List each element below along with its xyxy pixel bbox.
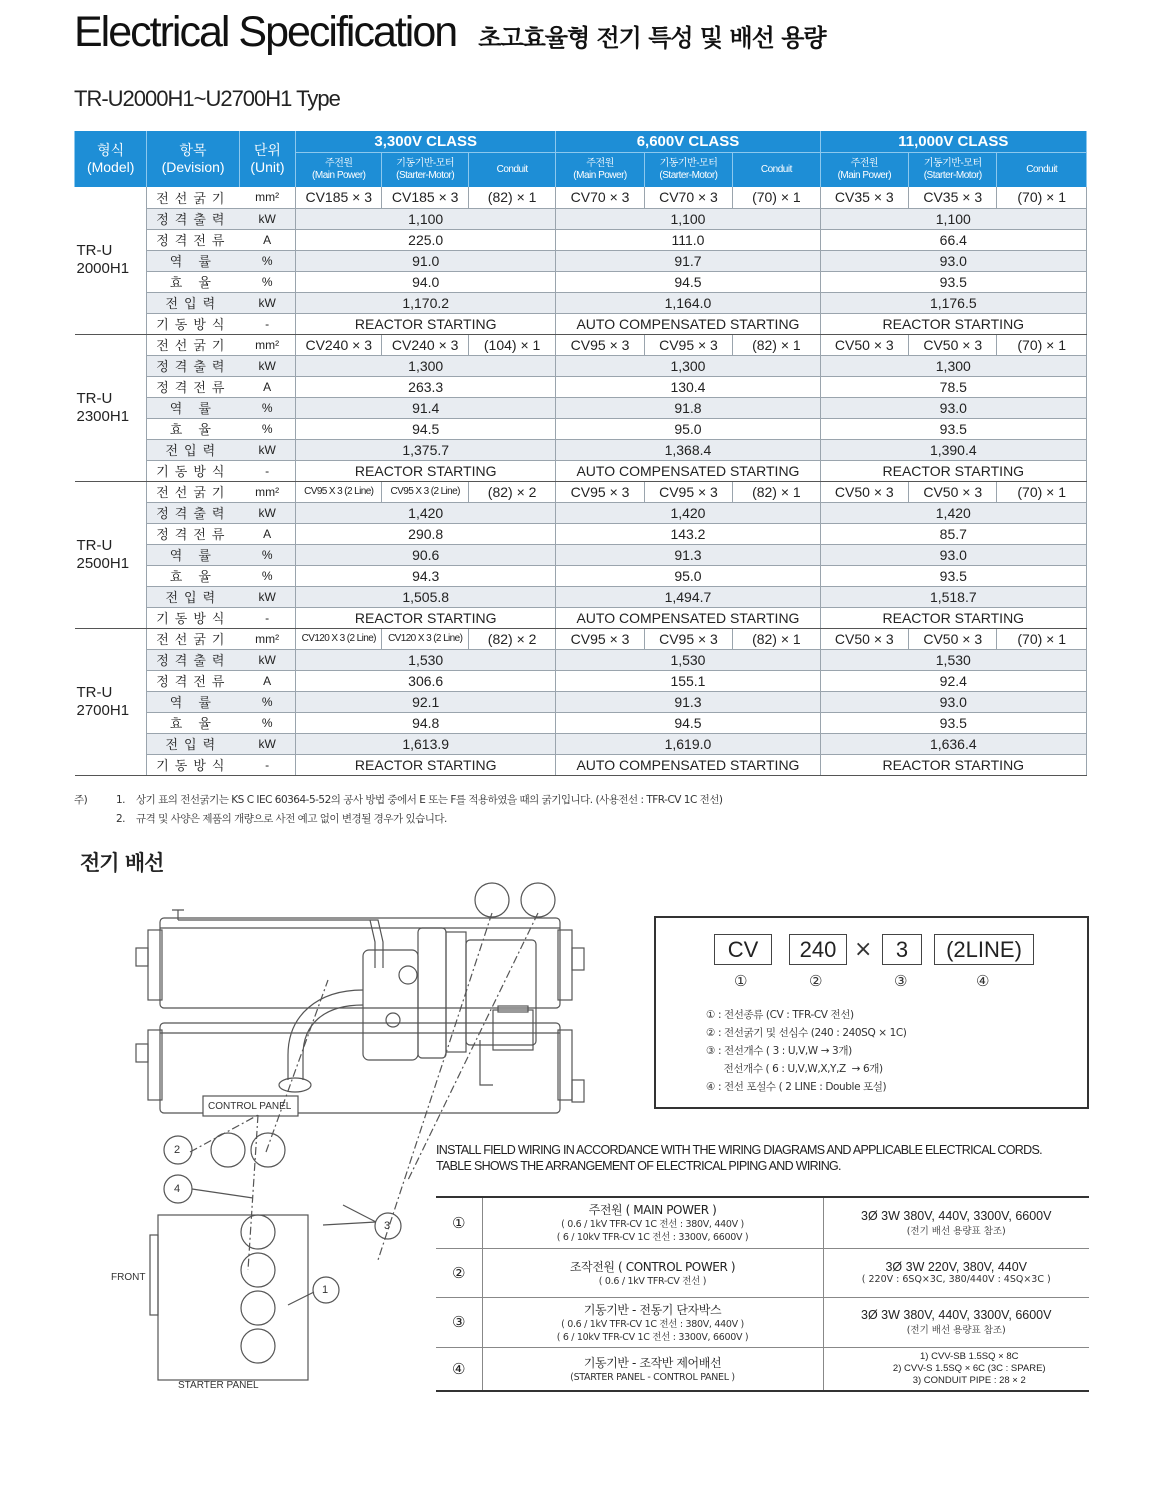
start-cell: REACTOR STARTING — [820, 754, 1086, 775]
start-cell: REACTOR STARTING — [296, 460, 556, 481]
row-label: 정격전류 — [147, 670, 239, 691]
start-cell: REACTOR STARTING — [296, 607, 556, 628]
connection-sub: ( 0.6 / 1kV TFR-CV 1C 전선 : 380V, 440V ) — [561, 1219, 744, 1231]
connection-sub: ( 6 / 10kV TFR-CV 1C 전선 : 3300V, 6600V ) — [556, 1232, 749, 1244]
pf-cell: 93.0 — [820, 250, 1086, 271]
row-unit: % — [239, 271, 295, 292]
cable-cell: CV95 X 3 (2 Line) — [382, 481, 468, 502]
connection-sub: ( 0.6 / 1kV TFR-CV 전선 ) — [598, 1275, 707, 1287]
starter-panel-label: STARTER PANEL — [178, 1380, 259, 1391]
input-cell: 1,613.9 — [296, 733, 556, 754]
row-label: 전선굵기 — [147, 481, 239, 502]
connection-title: 기동기반 - 조작반 제어배선 — [583, 1355, 722, 1370]
row-label: 전선굵기 — [147, 628, 239, 649]
eff-cell: 93.5 — [820, 712, 1086, 733]
legend-times: × — [854, 937, 873, 962]
eff-cell: 94.8 — [296, 712, 556, 733]
connection-num: ② — [436, 1248, 482, 1297]
pf-cell: 91.7 — [556, 250, 820, 271]
row-label: 전선굵기 — [147, 334, 239, 355]
row-unit: % — [239, 397, 295, 418]
connection-spec: 3Ø 3W 220V, 380V, 440V — [885, 1260, 1028, 1274]
pf-cell: 91.8 — [556, 397, 820, 418]
row-label: 효 율 — [147, 271, 239, 292]
install-instructions — [436, 1142, 1042, 1174]
row-unit: kW — [239, 586, 295, 607]
connection-title: 조작전원 ( CONTROL POWER ) — [569, 1259, 736, 1274]
legend-line-1: ① : 전선종류 (CV : TFR-CV 전선) — [706, 1009, 854, 1021]
spec-row — [75, 418, 1087, 439]
row-unit: kW — [239, 733, 295, 754]
pf-cell: 91.0 — [296, 250, 556, 271]
subheader-conduit: Conduit — [733, 152, 820, 187]
legend-cell-count: 3 — [882, 934, 922, 965]
current-cell: 78.5 — [820, 376, 1086, 397]
note-1-number: 1. — [116, 794, 126, 806]
row-label: 정격출력 — [147, 649, 239, 670]
connection-row — [436, 1347, 1089, 1391]
input-cell: 1,368.4 — [556, 439, 820, 460]
conduit-cell: (70) × 1 — [997, 334, 1087, 355]
spec-row — [75, 397, 1087, 418]
cable-cell: CV70 × 3 — [556, 187, 644, 208]
connection-spec-sub: ( 220V : 6SQ×3C, 380/440V : 4SQ×3C ) — [861, 1274, 1051, 1285]
spec-row — [75, 733, 1087, 754]
row-label: 정격전류 — [147, 376, 239, 397]
connection-num: ④ — [436, 1347, 482, 1391]
start-cell: AUTO COMPENSATED STARTING — [556, 607, 820, 628]
connection-num: ① — [436, 1197, 482, 1248]
connection-sub: ( 6 / 10kV TFR-CV 1C 전선 : 3300V, 6600V ) — [556, 1331, 749, 1343]
row-label: 기동방식 — [147, 313, 239, 334]
conduit-cell: (70) × 1 — [997, 481, 1087, 502]
start-cell: REACTOR STARTING — [296, 754, 556, 775]
note-1: 상기 표의 전선굵기는 KS C IEC 60364-5-52의 공사 방법 중에서 E 또는 F를 적용하였을 때의 굵기입니다. (사용전선 : TFR-CV 1C 전선) — [136, 794, 723, 806]
spec-row — [75, 229, 1087, 250]
model-name: TR-U 2300H1 — [75, 334, 147, 481]
eff-cell: 93.5 — [820, 565, 1086, 586]
spec-row — [75, 355, 1087, 376]
spec-row — [75, 649, 1087, 670]
spec-row — [75, 334, 1087, 355]
callout-3: 3 — [384, 1220, 391, 1232]
connection-spec-item: 3) CONDUIT PIPE : 28 × 2 — [912, 1374, 1026, 1386]
cable-cell: CV70 × 3 — [644, 187, 732, 208]
type-label: TR-U2000H1~U2700H1 Type — [74, 86, 340, 111]
cable-cell: CV50 × 3 — [909, 481, 997, 502]
output-cell: 1,420 — [296, 502, 556, 523]
header-item: 항목 (Devision) — [147, 131, 239, 187]
row-unit: mm² — [239, 628, 295, 649]
legend-line-2: ② : 전선굵기 및 선심수 (240 : 240SQ × 1C) — [706, 1027, 907, 1039]
cable-cell: CV95 × 3 — [556, 481, 644, 502]
input-cell: 1,636.4 — [820, 733, 1086, 754]
page-title: Electrical Specification — [74, 8, 457, 56]
conduit-cell: (82) × 1 — [468, 187, 555, 208]
eff-cell: 95.0 — [556, 418, 820, 439]
input-cell: 1,619.0 — [556, 733, 820, 754]
cable-cell: CV120 X 3 (2 Line) — [382, 628, 468, 649]
output-cell: 1,300 — [820, 355, 1086, 376]
input-cell: 1,494.7 — [556, 586, 820, 607]
row-label: 기동방식 — [147, 754, 239, 775]
eff-cell: 94.3 — [296, 565, 556, 586]
row-unit: mm² — [239, 481, 295, 502]
row-unit: kW — [239, 502, 295, 523]
row-unit: - — [239, 754, 295, 775]
row-label: 효 율 — [147, 418, 239, 439]
output-cell: 1,420 — [820, 502, 1086, 523]
output-cell: 1,530 — [556, 649, 820, 670]
callout-2: 2 — [174, 1144, 181, 1156]
notes-lead: 주) — [74, 794, 88, 806]
model-name: TR-U 2500H1 — [75, 481, 147, 628]
legend-line-4: 전선개수 ( 6 : U,V,W,X,Y,Z → 6개) — [706, 1063, 883, 1075]
row-label: 전입력 — [147, 586, 239, 607]
subheader-main-power: 주전원 (Main Power) — [820, 152, 908, 187]
output-cell: 1,100 — [820, 208, 1086, 229]
legend-notes — [706, 1006, 907, 1096]
pf-cell: 91.4 — [296, 397, 556, 418]
spec-row — [75, 271, 1087, 292]
conduit-cell: (82) × 1 — [733, 628, 820, 649]
connection-sub: (STARTER PANEL - CONTROL PANEL ) — [570, 1371, 735, 1383]
row-unit: kW — [239, 208, 295, 229]
spec-row — [75, 607, 1087, 628]
eff-cell: 93.5 — [820, 271, 1086, 292]
output-cell: 1,530 — [296, 649, 556, 670]
callout-4: 4 — [174, 1183, 181, 1195]
row-label: 전선굵기 — [147, 187, 239, 208]
input-cell: 1,375.7 — [296, 439, 556, 460]
row-unit: mm² — [239, 187, 295, 208]
conduit-cell: (104) × 1 — [468, 334, 555, 355]
spec-row — [75, 439, 1087, 460]
model-name: TR-U 2000H1 — [75, 187, 147, 334]
current-cell: 306.6 — [296, 670, 556, 691]
cable-cell: CV35 × 3 — [909, 187, 997, 208]
cable-cell: CV240 × 3 — [296, 334, 382, 355]
cable-cell: CV240 × 3 — [382, 334, 468, 355]
row-unit: kW — [239, 649, 295, 670]
cable-cell: CV50 × 3 — [820, 481, 908, 502]
row-unit: - — [239, 460, 295, 481]
page-subtitle: 초고효율형 전기 특성 및 배선 용량 — [478, 24, 826, 52]
row-unit: % — [239, 691, 295, 712]
wiring-section-title: 전기 배선 — [80, 851, 164, 875]
legend-cell-size: 240 — [789, 934, 847, 965]
pf-cell: 91.3 — [556, 691, 820, 712]
conduit-cell: (82) × 2 — [468, 628, 555, 649]
cable-cell: CV95 X 3 (2 Line) — [296, 481, 382, 502]
row-label: 효 율 — [147, 565, 239, 586]
eff-cell: 94.5 — [556, 271, 820, 292]
current-cell: 66.4 — [820, 229, 1086, 250]
row-label: 기동방식 — [147, 607, 239, 628]
connection-spec: 3Ø 3W 380V, 440V, 3300V, 6600V — [861, 1308, 1052, 1322]
legend-line-3: ③ : 전선개수 ( 3 : U,V,W → 3개) — [706, 1045, 852, 1057]
row-label: 역 률 — [147, 691, 239, 712]
output-cell: 1,100 — [556, 208, 820, 229]
input-cell: 1,164.0 — [556, 292, 820, 313]
cable-cell: CV95 × 3 — [644, 481, 732, 502]
legend-cell-line: (2LINE) — [934, 934, 1034, 965]
cable-cell: CV95 × 3 — [644, 334, 732, 355]
row-unit: % — [239, 250, 295, 271]
input-cell: 1,505.8 — [296, 586, 556, 607]
connection-spec-sub: (전기 배선 용량표 참조) — [906, 1225, 1006, 1237]
cable-cell: CV50 × 3 — [909, 334, 997, 355]
subheader-conduit: Conduit — [997, 152, 1087, 187]
legend-num-1: ① — [734, 972, 748, 990]
current-cell: 225.0 — [296, 229, 556, 250]
subheader-main-power: 주전원 (Main Power) — [296, 152, 382, 187]
conduit-cell: (70) × 1 — [997, 628, 1087, 649]
spec-row — [75, 523, 1087, 544]
row-unit: - — [239, 607, 295, 628]
row-unit: % — [239, 418, 295, 439]
row-unit: - — [239, 313, 295, 334]
conduit-cell: (82) × 1 — [733, 334, 820, 355]
spec-row — [75, 565, 1087, 586]
header-class-3300: 3,300V CLASS — [296, 131, 556, 152]
row-label: 전입력 — [147, 733, 239, 754]
row-unit: kW — [239, 355, 295, 376]
conduit-cell: (82) × 1 — [733, 481, 820, 502]
connection-table — [436, 1196, 1089, 1392]
connection-spec-sub: (전기 배선 용량표 참조) — [906, 1325, 1006, 1336]
current-cell: 263.3 — [296, 376, 556, 397]
eff-cell: 94.5 — [296, 418, 556, 439]
connection-row — [436, 1297, 1089, 1347]
spec-row — [75, 481, 1087, 502]
row-label: 역 률 — [147, 544, 239, 565]
notes — [74, 791, 723, 829]
note-2-number: 2. — [116, 813, 126, 825]
note-2: 규격 및 사양은 제품의 개량으로 사전 예고 없이 변경될 경우가 있습니다. — [136, 813, 447, 825]
subheader-main-power: 주전원 (Main Power) — [556, 152, 644, 187]
subheader-starter-motor: 기동기반-모터 (Starter-Motor) — [909, 152, 997, 187]
row-label: 전입력 — [147, 439, 239, 460]
connection-spec-item: 2) CVV-S 1.5SQ × 6C (3C : SPARE) — [892, 1362, 1046, 1374]
current-cell: 92.4 — [820, 670, 1086, 691]
cable-cell: CV120 X 3 (2 Line) — [296, 628, 382, 649]
connection-row — [436, 1248, 1089, 1297]
spec-row — [75, 460, 1087, 481]
cable-cell: CV185 × 3 — [296, 187, 382, 208]
row-label: 역 률 — [147, 250, 239, 271]
pf-cell: 91.3 — [556, 544, 820, 565]
install-line-2: TABLE SHOWS THE ARRANGEMENT OF ELECTRICAL PIPING AND WIRING. — [436, 1159, 841, 1173]
spec-row — [75, 754, 1087, 775]
output-cell: 1,420 — [556, 502, 820, 523]
header-class-11000: 11,000V CLASS — [820, 131, 1086, 152]
legend-num-2: ② — [809, 972, 823, 990]
current-cell: 111.0 — [556, 229, 820, 250]
input-cell: 1,390.4 — [820, 439, 1086, 460]
spec-row — [75, 502, 1087, 523]
conduit-cell: (70) × 1 — [733, 187, 820, 208]
spec-row — [75, 670, 1087, 691]
output-cell: 1,100 — [296, 208, 556, 229]
current-cell: 130.4 — [556, 376, 820, 397]
current-cell: 155.1 — [556, 670, 820, 691]
cable-cell: CV95 × 3 — [644, 628, 732, 649]
model-name: TR-U 2700H1 — [75, 628, 147, 775]
subheader-starter-motor: 기동기반-모터 (Starter-Motor) — [382, 152, 468, 187]
cable-code-legend — [654, 916, 1089, 1109]
callout-1: 1 — [322, 1284, 329, 1296]
row-unit: A — [239, 670, 295, 691]
row-unit: % — [239, 565, 295, 586]
input-cell: 1,170.2 — [296, 292, 556, 313]
connection-title: 주전원 ( MAIN POWER ) — [588, 1203, 717, 1218]
pf-cell: 93.0 — [820, 691, 1086, 712]
spec-row — [75, 313, 1087, 334]
page-header — [74, 8, 826, 57]
row-label: 효 율 — [147, 712, 239, 733]
spec-row — [75, 586, 1087, 607]
row-unit: A — [239, 523, 295, 544]
legend-line-5: ④ : 전선 포설수 ( 2 LINE : Double 포설) — [706, 1081, 887, 1093]
current-cell: 290.8 — [296, 523, 556, 544]
cable-cell: CV185 × 3 — [382, 187, 468, 208]
row-unit: % — [239, 712, 295, 733]
start-cell: AUTO COMPENSATED STARTING — [556, 460, 820, 481]
eff-cell: 93.5 — [820, 418, 1086, 439]
spec-row — [75, 250, 1087, 271]
connection-row — [436, 1197, 1089, 1248]
cable-cell: CV50 × 3 — [820, 628, 908, 649]
front-label: FRONT — [111, 1272, 146, 1283]
row-unit: kW — [239, 439, 295, 460]
row-unit: A — [239, 229, 295, 250]
row-unit: % — [239, 544, 295, 565]
cable-cell: CV95 × 3 — [556, 628, 644, 649]
connection-spec: 3Ø 3W 380V, 440V, 3300V, 6600V — [861, 1208, 1052, 1223]
conduit-cell: (70) × 1 — [997, 187, 1087, 208]
current-cell: 143.2 — [556, 523, 820, 544]
eff-cell: 94.0 — [296, 271, 556, 292]
start-cell: REACTOR STARTING — [820, 460, 1086, 481]
output-cell: 1,300 — [296, 355, 556, 376]
header-unit: 단위 (Unit) — [239, 131, 295, 187]
eff-cell: 95.0 — [556, 565, 820, 586]
subheader-conduit: Conduit — [468, 152, 555, 187]
subheader-starter-motor: 기동기반-모터 (Starter-Motor) — [644, 152, 732, 187]
cable-cell: CV50 × 3 — [909, 628, 997, 649]
row-unit: kW — [239, 292, 295, 313]
row-label: 정격출력 — [147, 208, 239, 229]
spec-row — [75, 544, 1087, 565]
output-cell: 1,300 — [556, 355, 820, 376]
input-cell: 1,176.5 — [820, 292, 1086, 313]
start-cell: REACTOR STARTING — [820, 313, 1086, 334]
row-label: 정격전류 — [147, 229, 239, 250]
spec-row — [75, 376, 1087, 397]
spec-row — [75, 292, 1087, 313]
spec-row — [75, 208, 1087, 229]
cable-cell: CV95 × 3 — [556, 334, 644, 355]
start-cell: AUTO COMPENSATED STARTING — [556, 754, 820, 775]
row-label: 정격출력 — [147, 502, 239, 523]
connection-title: 기동기반 - 전동기 단자박스 — [583, 1302, 722, 1317]
cable-cell: CV50 × 3 — [820, 334, 908, 355]
eff-cell: 94.5 — [556, 712, 820, 733]
spec-row — [75, 691, 1087, 712]
spec-row — [75, 712, 1087, 733]
pf-cell: 90.6 — [296, 544, 556, 565]
cable-cell: CV35 × 3 — [820, 187, 908, 208]
pf-cell: 93.0 — [820, 397, 1086, 418]
output-cell: 1,530 — [820, 649, 1086, 670]
control-panel-label: CONTROL PANEL — [208, 1101, 292, 1112]
conduit-cell: (82) × 2 — [468, 481, 555, 502]
legend-cell-type: CV — [714, 934, 772, 965]
header-model: 형식 (Model) — [75, 131, 147, 187]
connection-sub: ( 0.6 / 1kV TFR-CV 1C 전선 : 380V, 440V ) — [561, 1318, 744, 1330]
row-unit: A — [239, 376, 295, 397]
connection-spec-item: 1) CVV-SB 1.5SQ × 8C — [920, 1350, 1019, 1362]
start-cell: AUTO COMPENSATED STARTING — [556, 313, 820, 334]
row-unit: mm² — [239, 334, 295, 355]
electrical-spec-table — [74, 131, 1087, 776]
header-class-6600: 6,600V CLASS — [556, 131, 820, 152]
row-label: 역 률 — [147, 397, 239, 418]
current-cell: 85.7 — [820, 523, 1086, 544]
install-line-1: INSTALL FIELD WIRING IN ACCORDANCE WITH THE WIRING DIAGRAMS AND APPLICABLE ELECTRICAL CORDS. — [436, 1143, 1042, 1157]
spec-row — [75, 628, 1087, 649]
row-label: 정격출력 — [147, 355, 239, 376]
pf-cell: 93.0 — [820, 544, 1086, 565]
row-label: 기동방식 — [147, 460, 239, 481]
spec-row — [75, 187, 1087, 208]
start-cell: REACTOR STARTING — [296, 313, 556, 334]
legend-num-3: ③ — [894, 972, 908, 990]
start-cell: REACTOR STARTING — [820, 607, 1086, 628]
legend-num-4: ④ — [976, 972, 990, 990]
pf-cell: 92.1 — [296, 691, 556, 712]
row-label: 전입력 — [147, 292, 239, 313]
row-label: 정격전류 — [147, 523, 239, 544]
input-cell: 1,518.7 — [820, 586, 1086, 607]
connection-num: ③ — [436, 1297, 482, 1347]
